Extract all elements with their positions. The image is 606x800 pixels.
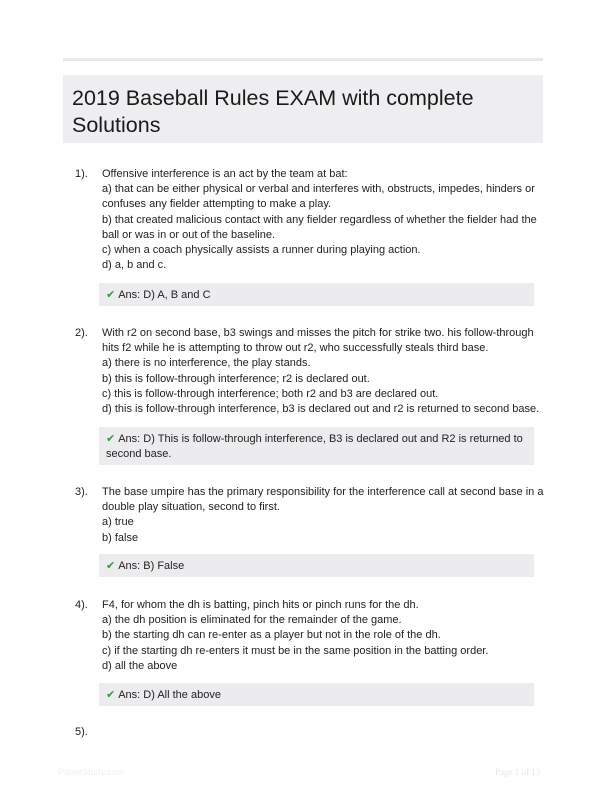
question-number: 1).: [75, 168, 88, 180]
answer-box: [99, 427, 534, 465]
question-text: [102, 598, 542, 674]
page-number: Page 1 of 13: [495, 767, 541, 777]
answer-text: Ans: D) This is follow-through interference, B3 is declared out and R2 is returned to: [118, 433, 523, 445]
question-line: d) this is follow-through interference, b3 is declared out and r2 is returned to second base.: [102, 403, 540, 416]
question-text: [102, 167, 542, 273]
check-icon: ✔: [106, 288, 116, 301]
check-icon: ✔: [106, 559, 116, 572]
question-line: double play situation, second to first.: [102, 501, 280, 514]
question-line: a) there is no interference, the play stands.: [102, 357, 311, 370]
question-line: ball or was in or out of the baseline.: [102, 228, 276, 241]
question-line: c) this is follow-through interference; both r2 and b3 are declared out.: [102, 387, 439, 400]
question-number: 2).: [75, 327, 88, 339]
answer-text: Ans: D) A, B and C: [118, 289, 211, 301]
question-number: 3).: [75, 486, 88, 498]
question-line: F4, for whom the dh is batting, pinch hits or pinch runs for the dh.: [102, 599, 419, 611]
question-number: 5).: [75, 726, 88, 738]
check-icon: ✔: [106, 432, 116, 445]
question-line: hits f2 while he is attempting to throw out r2, who successfully steals third base.: [102, 342, 489, 355]
answer-text: Ans: B) False: [118, 560, 185, 572]
top-divider: [63, 58, 543, 61]
question-line: b) false: [102, 531, 139, 544]
question-text: [102, 326, 542, 417]
page-title: 2019 Baseball Rules EXAM with complete Solutions: [72, 86, 474, 137]
question-line: confuses any fielder attempting to make a play.: [102, 198, 332, 211]
answer-box: [99, 683, 534, 706]
question-line: With r2 on second base, b3 swings and misses the pitch for strike two. his follow-through: [102, 327, 534, 339]
title-box: [63, 75, 543, 143]
question-line: b) this is follow-through interference; r2 is declared out.: [102, 372, 370, 385]
question-line: a) the dh position is eliminated for the remainder of the game.: [102, 614, 402, 627]
question-line: d) a, b and c.: [102, 259, 167, 272]
check-icon: ✔: [106, 688, 116, 701]
answer-box: [99, 554, 534, 577]
answer-text: Ans: D) All the above: [118, 689, 221, 701]
question-line: a) true: [102, 516, 134, 529]
question-line: The base umpire has the primary responsibility for the interference call at second base in a: [102, 486, 544, 498]
question-line: b) the starting dh can re-enter as a player but not in the role of the dh.: [102, 629, 441, 642]
question-line: c) when a coach physically assists a runner during playing action.: [102, 244, 421, 257]
answer-text: second base.: [106, 448, 172, 460]
footer-watermark: PaperStudy.com: [58, 767, 124, 777]
question-number: 4).: [75, 599, 88, 611]
question-line: a) that can be either physical or verbal and interferes with, obstructs, impedes, hinders or: [102, 183, 535, 196]
question-line: b) that created malicious contact with any fielder regardless of whether the fielder had the: [102, 213, 537, 226]
question-line: Offensive interference is an act by the team at bat:: [102, 168, 348, 180]
question-line: c) if the starting dh re-enters it must be in the same position in the batting order.: [102, 644, 489, 657]
question-text: [102, 485, 542, 546]
answer-box: [99, 283, 534, 306]
question-line: d) all the above: [102, 659, 178, 672]
